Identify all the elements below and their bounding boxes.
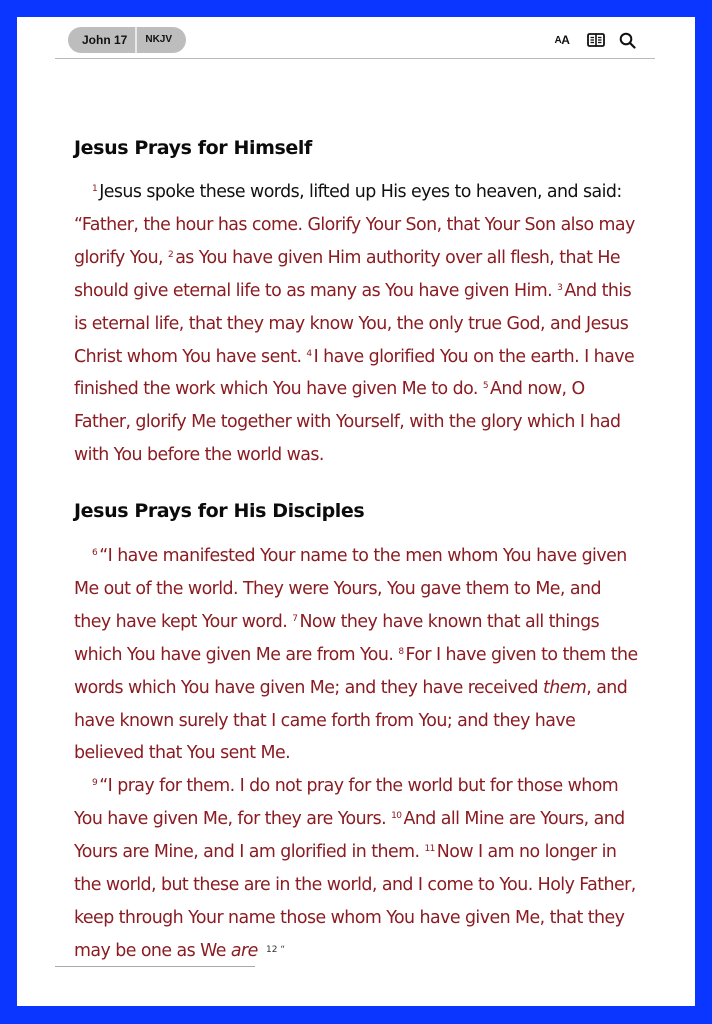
words-of-christ-text: I have glorified You on the earth. I have <box>313 346 635 367</box>
verse-line[interactable] <box>74 612 599 632</box>
words-of-christ-text: Father, glorify Me together with Yourself, with the glory which I had <box>74 412 621 433</box>
text-size-icon[interactable] <box>551 31 573 49</box>
reader-toolbar <box>17 17 695 59</box>
words-of-christ-text: And now, O <box>490 379 585 400</box>
section-heading: Jesus Prays for Himself <box>74 137 312 159</box>
verse-number: 6 <box>92 548 98 558</box>
version-button[interactable]: NKJV <box>145 34 173 45</box>
verse-line[interactable] <box>74 711 575 731</box>
verse-number: 9 <box>92 778 98 789</box>
words-of-christ-text: Yours are Mine, and I am glorified in them. <box>74 842 425 863</box>
italic-supplied-word: are <box>230 940 258 961</box>
book-chapter-button[interactable]: John 17 <box>82 33 128 47</box>
verse-number: 3 <box>557 282 563 293</box>
verse-number: 11 <box>424 844 435 855</box>
verse-line[interactable] <box>74 908 624 928</box>
words-of-christ-text: with You before the world was. <box>74 445 324 466</box>
verse-line[interactable] <box>74 248 620 268</box>
words-of-christ-text: For I have given to them the <box>405 644 638 665</box>
words-of-christ-text: as You have given Him authority over all flesh, that He <box>175 247 621 268</box>
verse-line[interactable] <box>92 776 618 796</box>
verse-number: 2 <box>168 249 174 260</box>
words-of-christ-text: And this <box>564 280 632 301</box>
next-verse-marker: 12 “ <box>266 945 285 955</box>
text-size-small-a: A <box>554 34 562 46</box>
text-size-big-a: A <box>561 33 570 47</box>
words-of-christ-text: may be one as We <box>74 940 231 961</box>
verse-line[interactable] <box>74 379 585 399</box>
verse-line[interactable] <box>74 678 627 698</box>
words-of-christ-text: “I pray for them. I do not pray for the world but for those whom <box>99 776 619 797</box>
verse-number: 7 <box>292 613 298 624</box>
verse-line[interactable] <box>74 281 631 301</box>
verse-line[interactable] <box>74 875 636 895</box>
toolbar-divider <box>55 58 655 59</box>
words-of-christ-text: “I have manifested Your name to the men whom You have given <box>99 546 627 566</box>
verse-line[interactable] <box>74 445 324 465</box>
words-of-christ-text: words which You have given Me; and they have received <box>74 677 543 698</box>
words-of-christ-text: is eternal life, that they may know You, the only true God, and Jesus <box>74 313 629 334</box>
words-of-christ-text: Now they have known that all things <box>299 611 600 632</box>
words-of-christ-text: Christ whom You have sent. <box>74 346 307 367</box>
verse-line[interactable] <box>74 645 638 665</box>
words-of-christ-text: the world, but these are in the world, and I come to You. Holy Father, <box>74 875 636 895</box>
narrative-text: Jesus spoke these words, lifted up His eyes to heaven, and said: <box>99 182 622 202</box>
words-of-christ-text: You have given Me, for they are Yours. <box>74 809 392 830</box>
verse-number: 4 <box>306 348 312 359</box>
verse-line[interactable] <box>74 743 290 763</box>
section-heading: Jesus Prays for His Disciples <box>74 500 365 522</box>
verse-line[interactable] <box>74 842 616 862</box>
words-of-christ-text: And all Mine are Yours, and <box>403 809 625 830</box>
words-of-christ-text: keep through Your name those whom You have given Me, that they <box>74 907 625 928</box>
words-of-christ-text: “Father, the hour has come. Glorify Your Son, that Your Son also may <box>74 214 635 235</box>
verse-line[interactable] <box>92 546 627 566</box>
verse-number: 1 <box>92 184 98 194</box>
verse-line[interactable] <box>74 314 628 334</box>
verse-line[interactable] <box>74 941 258 961</box>
words-of-christ-text: they have kept Your word. <box>74 611 293 632</box>
verse-line[interactable] <box>74 579 601 599</box>
toolbar-icons <box>551 31 636 49</box>
words-of-christ-text: should give eternal life to as many as You have given Him. <box>74 280 558 301</box>
italic-supplied-word: them <box>542 677 587 698</box>
verse-line[interactable] <box>74 215 635 235</box>
words-of-christ-text: Me out of the world. They were Yours, You gave them to Me, and <box>74 578 601 599</box>
parallel-book-icon[interactable] <box>586 31 606 49</box>
verse-number: 10 <box>391 811 402 822</box>
words-of-christ-text: finished the work which You have given Me to do. <box>74 379 483 400</box>
search-icon[interactable] <box>618 31 636 49</box>
words-of-christ-text: Now I am no longer in <box>436 842 617 863</box>
footnote-divider <box>55 966 255 967</box>
reader-page <box>17 17 695 1006</box>
words-of-christ-text: which You have given Me are from You. <box>74 644 399 665</box>
verse-line[interactable] <box>92 182 622 202</box>
words-of-christ-text: have known surely that I came forth from You; and they have <box>74 710 576 731</box>
words-of-christ-text: , and <box>586 677 628 698</box>
verse-line[interactable] <box>74 809 625 829</box>
verse-line[interactable] <box>74 347 634 367</box>
verse-line[interactable] <box>74 412 621 432</box>
verse-number: 8 <box>398 646 404 657</box>
words-of-christ-text: glorify You, <box>74 247 169 268</box>
words-of-christ-text: believed that You sent Me. <box>74 743 291 764</box>
verse-number: 5 <box>482 381 489 392</box>
reference-pill <box>68 27 186 53</box>
